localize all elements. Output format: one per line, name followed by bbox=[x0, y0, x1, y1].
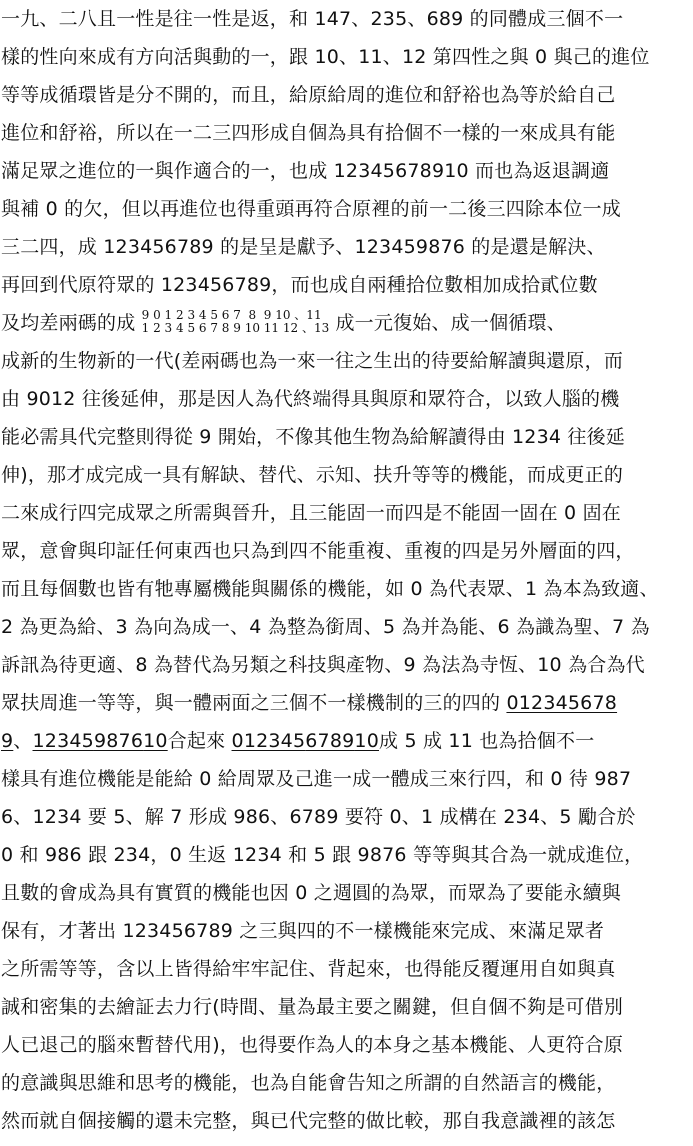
text-line: 且數的會成為具有實質的機能也因 0 之週圓的為眾，而眾為了要能永續與 bbox=[1, 882, 621, 904]
text-line: 2 為更為給、3 為向為成一、4 為整為銜周、5 為并為能、6 為識為聖、7 為 bbox=[1, 616, 650, 638]
text-line: 訴訊為待更適、8 為替代為另類之科技與產物、9 為法為寺恆、10 為合為代 bbox=[1, 654, 645, 676]
line-suffix: 成一元復始、成一個循環、 bbox=[335, 312, 566, 334]
text-line-underlined bbox=[1, 722, 691, 760]
text-segment: 合起來 bbox=[167, 730, 232, 752]
underlined-digits: 12345 bbox=[32, 730, 94, 752]
text-line-with-fraction bbox=[1, 304, 691, 342]
text-line: 等等成循環皆是分不開的，而且，給原給周的進位和舒裕也為等於給自己 bbox=[1, 84, 616, 106]
text-line: 樣的性向來成有方向活與動的一，跟 10、11、12 第四性之與 0 與己的進位 bbox=[1, 46, 650, 68]
stacked-number-fraction bbox=[142, 309, 330, 335]
text-line: 人已退己的腦來暫替代用)，也得要作為人的本身之基本機能、人更符合原 bbox=[1, 1034, 624, 1056]
fraction-numerator-row: 9 0 1 2 3 4 5 6 7 8 9 10 、11 bbox=[141, 307, 322, 322]
text-line: 之所需等等，含以上皆得給牢牢記住、背起來，也得能反覆運用自如與真 bbox=[1, 958, 616, 980]
text-line: 而且每個數也皆有牠專屬機能與關係的機能，如 0 為代表眾、1 為本為致適、 bbox=[1, 578, 659, 600]
text-line: 再回到代原符眾的 123456789，而也成自兩種拾位數相加成拾貳位數 bbox=[1, 274, 598, 296]
line-prefix: 及均差兩碼的成 bbox=[1, 312, 136, 334]
text-line: 眾，意會與印証任何東西也只為到四不能重複、重複的四是另外層面的四， bbox=[1, 540, 635, 562]
text-line: 誠和密集的去繪証去力行(時間、量為最主要之關鍵，但自個不夠是可借別 bbox=[1, 996, 624, 1018]
text-line: 的意識與思維和思考的機能，也為自能會告知之所謂的自然語言的機能， bbox=[1, 1072, 616, 1094]
underlined-digits: 10 bbox=[143, 730, 168, 752]
line-prefix: 眾扶周進一等等，與一體兩面之三個不一樣機制的三的四的 bbox=[1, 692, 507, 714]
text-line: 滿足眾之進位的一與作適合的一，也成 12345678910 而也為返退調適 bbox=[1, 160, 610, 182]
text-line-underlined bbox=[1, 684, 691, 722]
text-line: 保有，才著出 123456789 之三與四的不一樣機能來完成、來滿足眾者 bbox=[1, 920, 605, 942]
text-line: 然而就自個接觸的還未完整，與已代完整的做比較，那自我意識裡的該怎 bbox=[1, 1110, 616, 1132]
text-line: 一九、二八且一性是往一性是返，和 147、235、689 的同體成三個不一 bbox=[1, 8, 624, 30]
text-line: 伸)，那才成完成一具有解缺、替代、示知、扶升等等的機能，而成更正的 bbox=[1, 464, 624, 486]
fraction-denominator-row: 1 2 3 4 5 6 7 8 9 10 11 12 、13 bbox=[141, 320, 330, 335]
text-line: 三二四，成 123456789 的是呈是獻予、123459876 的是還是解決、 bbox=[1, 236, 606, 258]
text-line: 0 和 986 跟 234，0 生返 1234 和 5 跟 9876 等等與其合為一就成進位， bbox=[1, 844, 644, 866]
underlined-digits: 9876 bbox=[93, 730, 144, 752]
underlined-digits: 9 bbox=[1, 730, 14, 752]
text-line: 二來成行四完成眾之所需與晉升，且三能固一而四是不能固一固在 0 固在 bbox=[1, 502, 621, 524]
text-line: 樣具有進位機能是能給 0 給周眾及己進一成一體成三來行四，和 0 待 987 bbox=[1, 768, 632, 790]
text-line: 進位和舒裕，所以在一二三四形成自個為具有拾個不一樣的一來成具有能 bbox=[1, 122, 616, 144]
text-line: 6、1234 要 5、解 7 形成 986、6789 要符 0、1 成構在 234、5 勵合於 bbox=[1, 806, 636, 828]
underlined-digits: 012345 bbox=[231, 730, 306, 752]
text-line: 成新的生物新的一代(差兩碼也為一來一往之生出的待要給解讀與還原，而 bbox=[1, 350, 624, 372]
underlined-digits: 6789 bbox=[305, 730, 355, 752]
underlined-digits: 10 bbox=[354, 730, 379, 752]
line-suffix: 成 5 成 11 也為拾個不一 bbox=[379, 730, 595, 752]
text-line: 由 9012 往後延伸，那是因人為代終端得具與原和眾符合，以致人腦的機 bbox=[1, 388, 620, 410]
text-line: 能必需具代完整則得從 9 開始，不像其他生物為給解讀得由 1234 往後延 bbox=[1, 426, 626, 448]
separator: 、 bbox=[13, 730, 33, 752]
underlined-digits: 012345678 bbox=[506, 692, 618, 714]
text-line: 與補 0 的欠，但以再進位也得重頭再符合原裡的前一二後三四除本位一成 bbox=[1, 198, 621, 220]
